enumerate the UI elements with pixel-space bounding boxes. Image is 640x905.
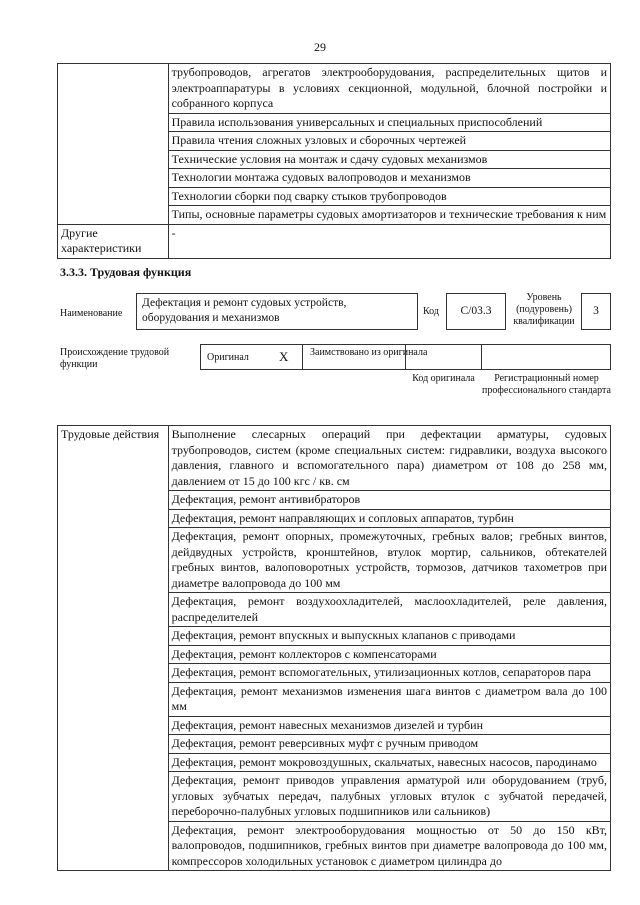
table-cell: Дефектация, ремонт реверсивных муфт с ручным приводом <box>168 735 610 754</box>
table-cell: Дефектация, ремонт навесных механизмов дизелей и турбин <box>168 716 610 735</box>
table-cell: Дефектация, ремонт приводов управления арматурой или оборудованием (труб, угловых зубчатых передач, палубных угловых втулок с зубчатой передачей, переборочно-палубных угловых подшипников или сальников) <box>168 772 610 822</box>
table-cell: Выполнение слесарных операций при дефектации арматуры, судовых трубопроводов, систем (кроме специальных систем: гидравлики, воздуха высокого давления, главного и вспомогательного пара) диаметром от 108 до 258 мм, давлением от 15 до 100 кгс / кв. см <box>168 426 610 491</box>
labor-actions-table <box>57 425 611 871</box>
table-row <box>58 426 611 491</box>
function-code-value: С/03.3 <box>446 293 506 330</box>
name-label: Наименование <box>60 308 123 319</box>
table-cell: Дефектация, ремонт воздухоохладителей, маслоохладителей, реле давления, распределителей <box>168 593 610 627</box>
reg-number-caption: Регистрационный номер профессионального стандарта <box>482 373 611 396</box>
code-label: Код <box>423 306 439 317</box>
code-original-caption: Код оригинала <box>412 373 475 384</box>
table-row <box>58 224 611 258</box>
original-cell <box>200 344 303 370</box>
table-cell: Дефектация, ремонт механизмов изменения шага винтов с диаметром вала до 100 мм <box>168 682 610 716</box>
page-number: 29 <box>314 40 326 54</box>
table-cell: Дефектация, ремонт антивибраторов <box>168 491 610 510</box>
table-cell: Дефектация, ремонт коллекторов с компенсаторами <box>168 645 610 664</box>
row-label: Другие характеристики <box>58 224 169 258</box>
table-cell: Дефектация, ремонт электрооборудования мощностью от 50 до 150 кВт, валопроводов, подшипников, гребных винтов при диаметре валопровода до 100 мм, компрессоров холодильных установок с диаметром цилиндра до <box>168 821 610 871</box>
table-cell: Дефектация, ремонт мокровоздушных, скальчатых, навесных насосов, пародинамо <box>168 753 610 772</box>
borrowed-label: Заимствовано из оригинала <box>310 347 428 358</box>
table-cell: Технологии сборки под сварку стыков трубопроводов <box>168 187 610 206</box>
function-name-value: Дефектация и ремонт судовых устройств, оборудования и механизмов <box>136 293 418 330</box>
origin-label: Происхождение трудовой функции <box>60 347 170 370</box>
table-cell: - <box>168 224 610 258</box>
table-cell: Технические условия на монтаж и сдачу судовых механизмов <box>168 150 610 169</box>
table-cell: Технологии монтажа судовых валопроводов и механизмов <box>168 169 610 188</box>
table-cell: Правила чтения сложных узловых и сборочных чертежей <box>168 132 610 151</box>
row-label: Трудовые действия <box>58 426 169 871</box>
table-cell: Дефектация, ремонт впускных и выпускных клапанов с приводами <box>168 627 610 646</box>
origin-row <box>200 344 611 370</box>
table-cell-empty <box>58 64 169 225</box>
table-cell: Дефектация, ремонт направляющих и сопловых аппаратов, турбин <box>168 509 610 528</box>
table-cell: Дефектация, ремонт опорных, промежуточных, гребных валов; гребных винтов, дейдвудных устройств, кронштейнов, втулок мортир, сальников, обтекателей гребных винтов, валоповоротных устройств, тормозов, датчиков тахометров при диаметре валопровода до 100 мм <box>168 528 610 593</box>
table-cell: Дефектация, ремонт вспомогательных, утилизационных котлов, сепараторов пара <box>168 664 610 683</box>
table-cell: трубопроводов, агрегатов электрооборудования, распределительных щитов и электроаппаратуры в условиях секционной, модульной, блочной постройки и собранного корпуса <box>168 64 610 114</box>
code-original-cell <box>405 344 482 370</box>
qualification-level-value: 3 <box>581 293 611 330</box>
reg-number-cell <box>481 344 611 370</box>
qualification-level-label: Уровень (подуровень) квалификации <box>513 292 575 327</box>
original-label: Оригинал <box>207 352 249 363</box>
table-cell: Типы, основные параметры судовых амортизаторов и технические требования к ним <box>168 206 610 225</box>
knowledge-table <box>57 63 611 259</box>
section-title: 3.3.3. Трудовая функция <box>60 265 192 279</box>
table-cell: Правила использования универсальных и специальных приспособлений <box>168 113 610 132</box>
table-row <box>58 64 611 114</box>
original-mark: X <box>279 349 289 364</box>
